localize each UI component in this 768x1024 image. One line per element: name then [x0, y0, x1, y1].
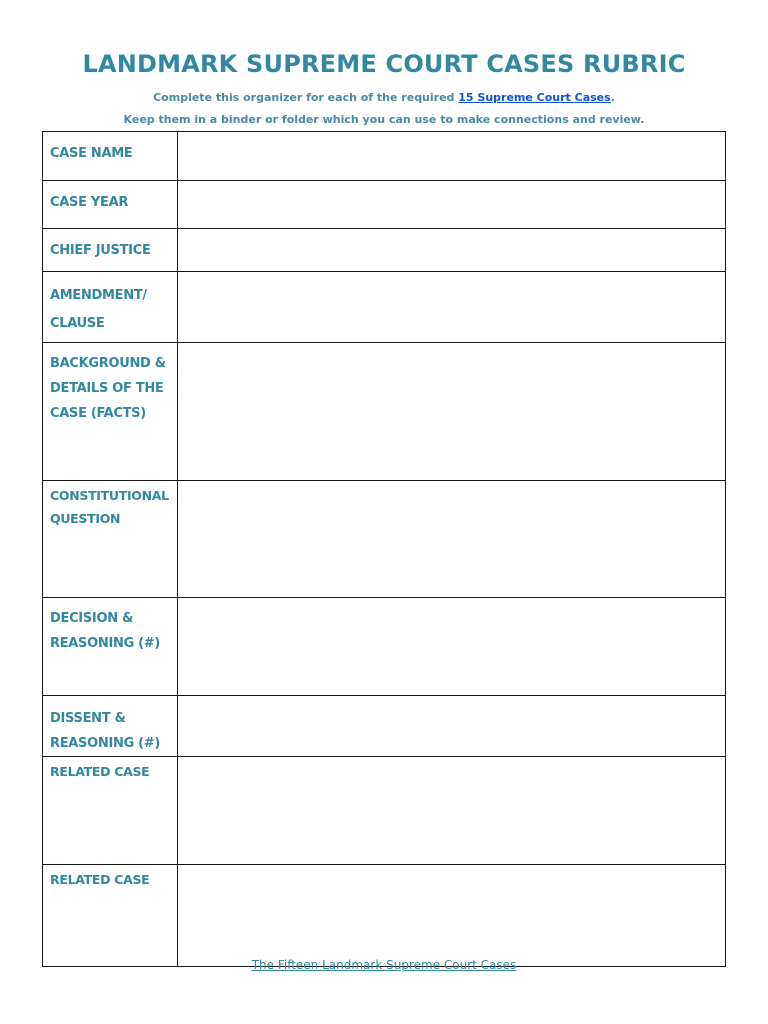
rubric-table — [42, 131, 726, 967]
related-case-2-field[interactable] — [178, 865, 726, 967]
label-text: CHIEF JUSTICE — [50, 243, 151, 258]
instruction-line-1 — [0, 91, 768, 104]
dissent-field[interactable] — [178, 696, 726, 757]
row-chief-justice — [43, 229, 726, 272]
chief-justice-field[interactable] — [178, 229, 726, 272]
amendment-clause-field[interactable] — [178, 272, 726, 343]
label-text: DETAILS OF THE — [50, 381, 164, 396]
label-text: QUESTION — [50, 511, 121, 526]
label-case-name — [43, 132, 178, 181]
row-decision — [43, 598, 726, 696]
supreme-court-cases-link[interactable]: 15 Supreme Court Cases — [458, 91, 611, 104]
label-text: DISSENT & — [50, 711, 126, 726]
instruction-line-2: Keep them in a binder or folder which you can use to make connections and review. — [123, 113, 645, 126]
page-title: LANDMARK SUPREME COURT CASES RUBRIC — [82, 50, 686, 78]
instruction-prefix: Complete this organizer for each of the required — [153, 91, 459, 104]
label-text: CLAUSE — [50, 316, 105, 331]
instruction-suffix: . — [610, 91, 615, 104]
label-case-year — [43, 181, 178, 229]
label-text: CASE YEAR — [50, 195, 129, 210]
constitutional-question-field[interactable] — [178, 481, 726, 598]
label-text: RELATED CASE — [50, 764, 150, 779]
label-text: AMENDMENT/ — [50, 288, 147, 303]
row-related-case-2 — [43, 865, 726, 967]
row-case-year — [43, 181, 726, 229]
label-text: CONSTITUTIONAL — [50, 488, 169, 503]
label-dissent — [43, 696, 178, 757]
label-text: CASE (FACTS) — [50, 406, 146, 421]
row-background — [43, 343, 726, 481]
row-amendment-clause — [43, 272, 726, 343]
label-related-case-2 — [43, 865, 178, 967]
label-amendment-clause — [43, 272, 178, 343]
label-decision — [43, 598, 178, 696]
label-text: RELATED CASE — [50, 872, 150, 887]
row-constitutional-question — [43, 481, 726, 598]
background-field[interactable] — [178, 343, 726, 481]
row-dissent — [43, 696, 726, 757]
case-year-field[interactable] — [178, 181, 726, 229]
footer — [0, 958, 768, 972]
decision-field[interactable] — [178, 598, 726, 696]
label-text: DECISION & — [50, 611, 134, 626]
label-background — [43, 343, 178, 481]
row-related-case-1 — [43, 757, 726, 865]
related-case-1-field[interactable] — [178, 757, 726, 865]
label-constitutional-question — [43, 481, 178, 598]
label-chief-justice — [43, 229, 178, 272]
label-text: REASONING (#) — [50, 636, 161, 651]
label-text: REASONING (#) — [50, 736, 161, 751]
label-text: CASE NAME — [50, 146, 133, 161]
row-case-name — [43, 132, 726, 181]
label-related-case-1 — [43, 757, 178, 865]
label-text: BACKGROUND & — [50, 356, 166, 371]
fifteen-cases-link[interactable]: The Fifteen Landmark Supreme Court Cases — [251, 958, 517, 972]
case-name-field[interactable] — [178, 132, 726, 181]
